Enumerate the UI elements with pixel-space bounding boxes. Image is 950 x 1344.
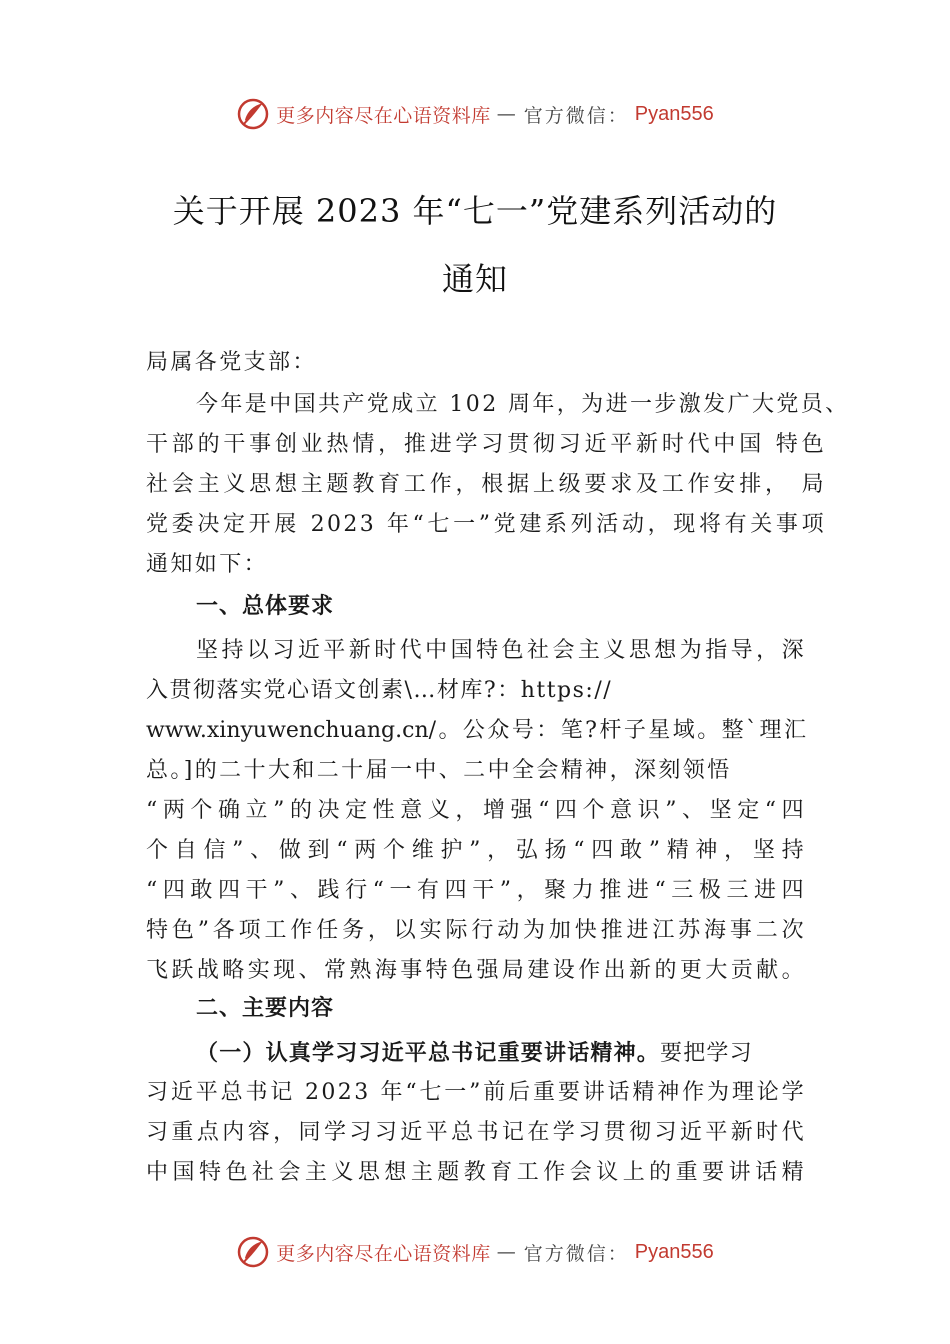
brand-name: 更多内容尽在心语资料库: [276, 104, 491, 127]
body-line: “四敢四干”、践行“一有四干”，聚力推进“三极三进四: [146, 878, 806, 903]
brand-logo-icon: [236, 1235, 270, 1269]
wechat-label: 官方微信：: [523, 104, 629, 127]
body-line: 习重点内容，同学习习近平总书记在学习贯彻习近平新时代: [146, 1120, 806, 1145]
body-line: 习近平总书记 2023 年“七一”前后重要讲话精神作为理论学: [146, 1080, 806, 1105]
body-line: 坚持以习近平新时代中国特色社会主义思想为指导，深: [196, 638, 806, 663]
wechat-id: Pyan556: [634, 102, 714, 125]
footer-watermark-banner: [0, 1232, 950, 1272]
body-line: 党委决定开展 2023 年“七一”党建系列活动，现将有关事项: [146, 512, 826, 537]
document-title-line-1: 关于开展 2023 年“七一”党建系列活动的: [172, 192, 778, 230]
body-line: 飞跃战略实现、常熟海事特色强局建设作出新的更大贡献。: [146, 958, 806, 983]
subsection-heading: （一）认真学习习近平总书记重要讲话精神。: [196, 1040, 661, 1066]
document-title-line-2: 通知: [441, 260, 508, 298]
body-line: 今年是中国共产党成立 102 周年，为进一步激发广大党员、: [196, 392, 850, 417]
body-text: 要把学习: [660, 1041, 753, 1066]
body-line: 特色”各项工作任务，以实际行动为加快推进江苏海事二次: [146, 918, 806, 943]
wechat-id: Pyan556: [634, 1240, 714, 1263]
brand-name: 更多内容尽在心语资料库: [276, 1242, 491, 1265]
wechat-label: 官方微信：: [523, 1242, 629, 1265]
body-line: 总。]的二十大和二十届一中、二中全会精神，深刻领悟: [146, 758, 732, 783]
body-line: 干部的干事创业热情，推进学习贯彻习近平新时代中国 特色: [146, 432, 826, 457]
brand-dash: —: [496, 103, 518, 125]
brand-dash: —: [496, 1241, 518, 1263]
body-line: 中国特色社会主义思想主题教育工作会议上的重要讲话精: [146, 1160, 806, 1185]
body-line: 社会主义思想主题教育工作，根据上级要求及工作安排， 局: [146, 472, 826, 497]
salutation: 局属各党支部：: [146, 350, 317, 375]
body-line: “两个确立”的决定性意义，增强“四个意识”、坚定“四: [146, 798, 806, 823]
body-line: 通知如下：: [146, 552, 269, 577]
subsection-line: [196, 1038, 806, 1069]
body-line: www.xinyuwenchuang.cn/。公众号：笔?杆子星域。整`理汇: [146, 718, 806, 743]
section-heading-main-content: 二、主要内容: [196, 996, 335, 1021]
body-line: 个自信”、做到“两个维护”，弘扬“四敢”精神，坚持: [146, 838, 806, 863]
section-heading-general-requirements: 一、总体要求: [196, 594, 335, 619]
header-watermark-banner: [0, 94, 950, 134]
body-line: 入贯彻落实党心语文创素\…材库?：https://: [146, 678, 613, 703]
brand-logo-icon: [236, 97, 270, 131]
